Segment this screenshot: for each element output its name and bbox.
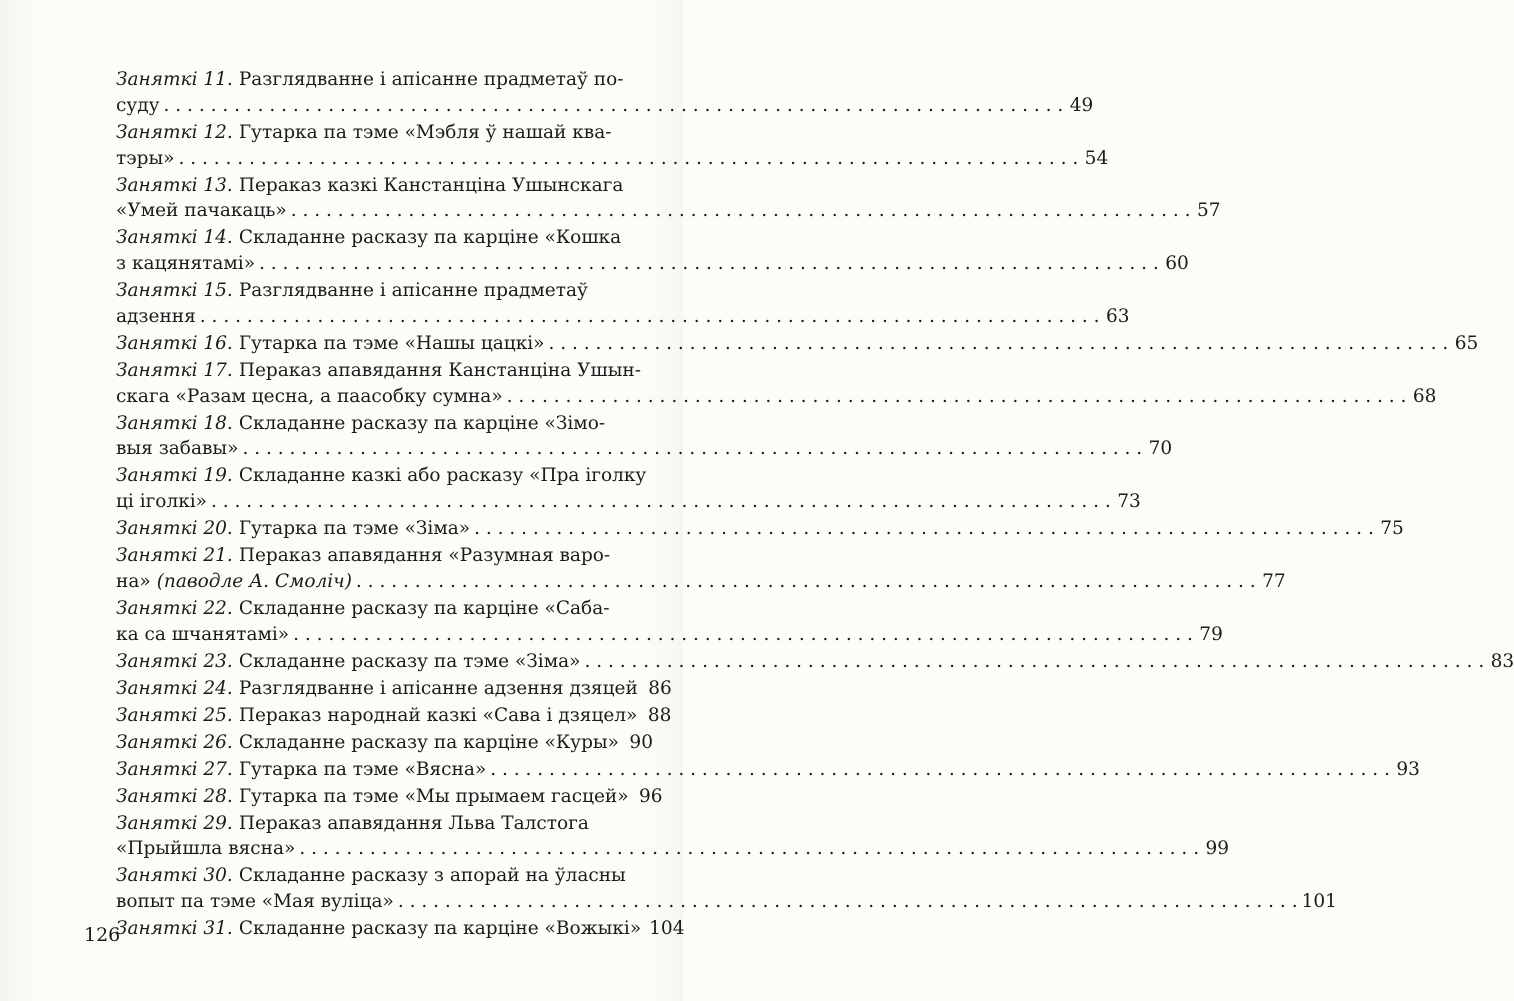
toc-entry-label: Заняткі 18. — [116, 412, 233, 434]
dot-leader — [549, 331, 1449, 357]
dot-leader — [178, 146, 1078, 172]
toc-entry-line — [116, 836, 1230, 862]
toc-entry-line — [116, 93, 1094, 119]
dot-leader — [507, 384, 1407, 410]
toc-entry-title: Складанне расказу па тэме «Зіма» — [238, 650, 581, 672]
toc-entry — [116, 331, 1479, 357]
toc-entry-label: Заняткі 16. — [116, 332, 233, 354]
toc-entry-line — [116, 358, 641, 384]
toc-entry-title: Гутарка па тэме «Вясна» — [238, 758, 487, 780]
toc-entry-title-continued: вопыт па тэме «Мая вуліца» — [116, 891, 394, 913]
toc-entry-label: Заняткі 13. — [116, 174, 233, 196]
toc-entry-page: 90 — [629, 731, 653, 753]
dot-leader — [242, 436, 1142, 462]
toc-entry-title: Пераказ апавядання «Разумная варо- — [238, 545, 611, 567]
toc-entry-label: Заняткі 12. — [116, 121, 233, 143]
toc-entry-title-continued: ка са шчанятамі» — [116, 623, 290, 645]
toc-entry-page: 73 — [1117, 491, 1141, 513]
toc-entry-title: Складанне расказу з апорай на ўласны — [238, 865, 626, 887]
toc-entry-line — [116, 120, 618, 146]
toc-entry-label: Заняткі 27. — [116, 758, 233, 780]
toc-entry-title-continued: «Прыйшла вясна» — [116, 838, 296, 860]
toc-entry-label: Заняткі 23. — [116, 650, 233, 672]
toc-entry — [116, 916, 685, 942]
toc-entry-title: Пераказ народнай казкі «Сава і дзяцел» — [238, 704, 638, 726]
toc-entry-label: Заняткі 30. — [116, 865, 233, 887]
toc-entry-title: Разглядванне і апісанне прадметаў — [238, 280, 588, 302]
toc-entry-title: Гутарка па тэме «Зіма» — [238, 518, 471, 540]
toc-entry — [116, 811, 1230, 863]
toc-entry-title: Складанне казкі або расказу «Пра іголку — [238, 465, 647, 487]
toc-entry — [116, 676, 672, 702]
toc-entry-title-continued: «Умей пачакаць» — [116, 200, 287, 222]
toc-entry — [116, 784, 663, 810]
toc-entry-line — [116, 304, 1130, 330]
toc-entry-page: 96 — [639, 785, 663, 807]
toc-entry-line — [116, 198, 1221, 224]
toc-entry — [116, 863, 1337, 915]
dot-leader — [474, 516, 1374, 542]
toc-entry-label: Заняткі 20. — [116, 518, 233, 540]
toc-entry — [116, 649, 1514, 675]
toc-entry-page: 79 — [1199, 623, 1223, 645]
toc-entry-title: Гутарка па тэме «Мэбля ў нашай ква- — [238, 121, 612, 143]
toc-entry-label: Заняткі 15. — [116, 280, 233, 302]
toc-entry-page: 54 — [1084, 147, 1109, 169]
toc-entry-title: Пераказ апавядання Льва Талстога — [238, 812, 589, 834]
toc-entry — [116, 543, 1286, 595]
toc-entry-line — [116, 889, 1337, 915]
toc-entry-label: Заняткі 21. — [116, 545, 233, 567]
toc-entry-page: 99 — [1205, 838, 1230, 860]
toc-entry-label: Заняткі 17. — [116, 359, 233, 381]
toc-entry-line — [116, 649, 1514, 675]
toc-entry-label: Заняткі 28. — [116, 785, 233, 807]
toc-entry-line — [116, 784, 663, 810]
dot-leader — [584, 649, 1484, 675]
toc-entry-line — [116, 251, 1189, 277]
toc-entry-title-continued: адзення — [116, 305, 196, 327]
toc-entry-title: Складанне расказу па карціне «Саба- — [238, 598, 610, 619]
toc-entry-label: Заняткі 26. — [116, 731, 233, 753]
toc-entry-line — [116, 278, 618, 304]
toc-entry-page: 86 — [648, 677, 672, 699]
toc-entry-title-continued: скага «Разам цесна, а паасобку сумна» — [116, 385, 503, 407]
toc-entry-line — [116, 730, 653, 756]
toc-entry — [116, 358, 1437, 410]
dot-leader — [291, 198, 1191, 224]
toc-entry-title-continued: тэры» — [116, 147, 175, 169]
toc-entry-label: Заняткі 22. — [116, 598, 233, 619]
toc-entry-page: 77 — [1262, 571, 1286, 593]
toc-entry-line — [116, 225, 622, 251]
toc-entry — [116, 411, 1173, 463]
toc-entry-line — [116, 916, 685, 942]
toc-entry-page: 60 — [1165, 253, 1189, 275]
toc-entry-label: Заняткі 19. — [116, 465, 233, 487]
dot-leader — [211, 489, 1111, 515]
toc-entry-line — [116, 146, 1109, 172]
toc-entry — [116, 463, 1141, 515]
toc-entry-label: Заняткі 25. — [116, 704, 233, 726]
toc-entry-line — [116, 676, 672, 702]
toc-entry-title: Складанне расказу па карціне «Зімо- — [238, 412, 606, 434]
dot-leader — [398, 889, 1298, 915]
toc-entry-source: (паводле А. Смоліч) — [156, 571, 352, 593]
toc-entry-page: 93 — [1396, 758, 1420, 780]
toc-entry-line — [116, 757, 1420, 783]
toc-entry-title: Пераказ казкі Канстанціна Ушынскага — [238, 174, 624, 196]
toc-entry-line — [116, 516, 1404, 542]
toc-entry-title: Разглядванне і апісанне прадметаў по- — [238, 69, 624, 90]
toc-entry-label: Заняткі 11. — [116, 69, 233, 90]
toc-entry-title: Гутарка па тэме «Мы прымаем гасцей» — [238, 785, 629, 807]
toc-entry-line — [116, 67, 624, 93]
table-of-contents — [116, 67, 1514, 943]
toc-entry — [116, 120, 1109, 172]
toc-entry-page: 70 — [1148, 438, 1173, 460]
toc-entry-line — [116, 331, 1479, 357]
toc-entry — [116, 516, 1404, 542]
toc-entry-page: 104 — [649, 918, 685, 940]
toc-entry-line — [116, 622, 1223, 648]
toc-entry-label: Заняткі 31. — [116, 918, 233, 940]
toc-entry — [116, 730, 653, 756]
toc-entry-line — [116, 384, 1437, 410]
toc-entry-line — [116, 811, 618, 837]
toc-entry-page: 65 — [1454, 332, 1479, 354]
toc-entry — [116, 757, 1420, 783]
dot-leader — [200, 304, 1100, 330]
toc-entry-page: 63 — [1105, 305, 1130, 327]
toc-entry — [116, 67, 1094, 119]
toc-entry-line — [116, 703, 672, 729]
dot-leader — [299, 836, 1199, 862]
toc-entry-line — [116, 489, 1141, 515]
toc-entry-page: 83 — [1490, 650, 1514, 672]
toc-entry-label: Заняткі 14. — [116, 227, 233, 249]
dot-leader — [259, 251, 1159, 277]
page-number: 126 — [84, 924, 121, 946]
dot-leader — [164, 93, 1064, 119]
toc-entry-title: Разглядванне і апісанне адзення дзяцей — [238, 677, 638, 699]
toc-entry — [116, 225, 1189, 277]
toc-entry-line — [116, 463, 647, 489]
toc-entry-page: 101 — [1301, 891, 1337, 913]
toc-entry-line — [116, 569, 1286, 595]
toc-entry — [116, 173, 1221, 225]
toc-entry-line — [116, 173, 624, 199]
toc-entry — [116, 278, 1130, 330]
toc-entry-line — [116, 543, 618, 569]
toc-entry-line — [116, 596, 618, 622]
toc-entry — [116, 703, 672, 729]
toc-entry-title: Складанне расказу па карціне «Куры» — [238, 731, 619, 753]
toc-entry-title: Складанне расказу па карціне «Вожыкі» — [238, 918, 642, 940]
toc-entry-title-continued: на» — [116, 571, 151, 593]
toc-entry-page: 57 — [1196, 200, 1221, 222]
toc-entry-page: 68 — [1412, 385, 1437, 407]
toc-entry-page: 75 — [1380, 518, 1404, 540]
toc-entry — [116, 596, 1223, 648]
dot-leader — [490, 757, 1390, 783]
toc-entry-line — [116, 411, 618, 437]
toc-entry-title-continued: суду — [116, 94, 160, 116]
toc-entry-label: Заняткі 24. — [116, 677, 233, 699]
toc-entry-line — [116, 436, 1173, 462]
toc-entry-title: Гутарка па тэме «Нашы цацкі» — [238, 332, 545, 354]
toc-entry-title-continued: з кацянятамі» — [116, 253, 256, 275]
dot-leader — [356, 569, 1256, 595]
toc-entry-line — [116, 863, 626, 889]
toc-entry-title-continued: ці іголкі» — [116, 491, 207, 513]
toc-entry-label: Заняткі 29. — [116, 812, 233, 834]
toc-entry-title: Складанне расказу па карціне «Кошка — [238, 227, 622, 249]
toc-entry-title: Пераказ апавядання Канстанціна Ушын- — [238, 359, 641, 381]
toc-entry-title-continued: выя забавы» — [116, 438, 239, 460]
toc-entry-page: 49 — [1069, 94, 1094, 116]
dot-leader — [293, 622, 1193, 648]
toc-entry-page: 88 — [647, 704, 672, 726]
